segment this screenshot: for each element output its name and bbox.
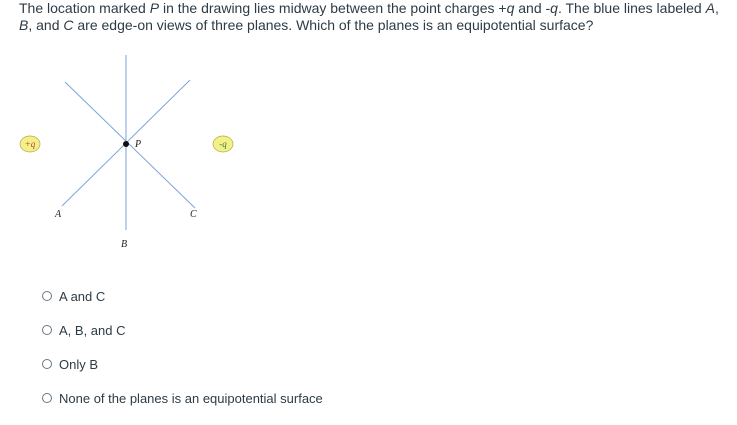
question-text xyxy=(19,0,731,34)
line-a-label: A xyxy=(55,209,62,220)
option-label: A and C xyxy=(59,288,106,304)
option-a-and-c[interactable] xyxy=(42,287,323,305)
question-fragment: , and xyxy=(28,17,64,33)
point-p-ref: P xyxy=(149,0,160,16)
plane-a-line xyxy=(65,82,195,208)
point-p-dot xyxy=(123,141,129,147)
question-fragment: , xyxy=(714,0,719,16)
diagram-svg xyxy=(0,40,260,270)
point-p-label: P xyxy=(135,139,142,150)
radio-button[interactable] xyxy=(42,359,52,369)
question-fragment: . The blue lines labeled xyxy=(557,0,706,16)
option-label: A, B, and C xyxy=(59,322,126,338)
radio-button[interactable] xyxy=(42,291,52,301)
positive-charge-label: +q xyxy=(24,139,36,149)
answer-options xyxy=(42,287,323,423)
question-fragment: and - xyxy=(514,0,551,16)
question-fragment: in the drawing lies midway between the point charges + xyxy=(159,0,507,16)
question-fragment: are edge-on views of three planes. Which of the planes is an equipotential surface? xyxy=(73,17,594,33)
option-label: Only B xyxy=(59,356,99,372)
line-c-label: C xyxy=(190,209,197,220)
negative-charge xyxy=(213,136,233,152)
line-b-label: B xyxy=(121,239,128,250)
line-c-ref: C xyxy=(63,17,74,33)
radio-button[interactable] xyxy=(42,325,52,335)
option-only-b[interactable] xyxy=(42,355,323,373)
question-fragment: The location marked xyxy=(19,0,150,16)
option-label: None of the planes is an equipotential surface xyxy=(59,390,323,406)
line-b-ref: B xyxy=(19,17,29,33)
option-a-b-and-c[interactable] xyxy=(42,321,323,339)
positive-charge xyxy=(20,136,40,152)
radio-button[interactable] xyxy=(42,393,52,403)
charge-q-ref: q xyxy=(506,0,515,16)
option-none[interactable] xyxy=(42,389,323,407)
diagram xyxy=(0,40,260,270)
line-a-ref: A xyxy=(705,0,715,16)
charge-q-ref: q xyxy=(550,0,558,16)
negative-charge-label: -q xyxy=(219,139,227,149)
